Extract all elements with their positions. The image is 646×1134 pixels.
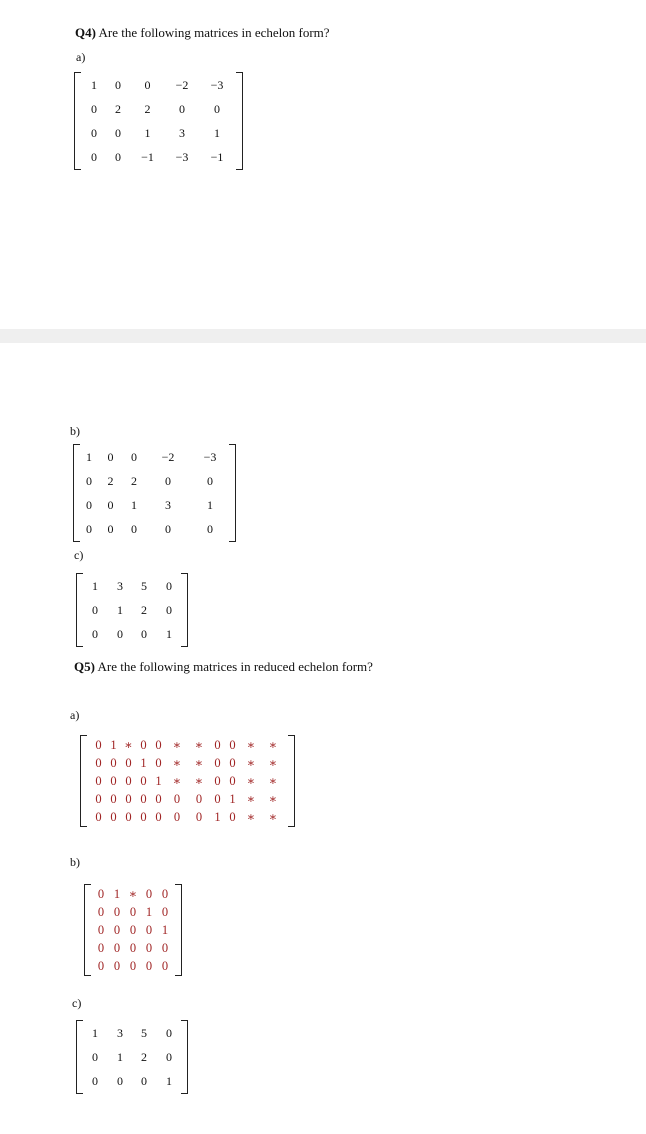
matrix-cell: 0	[115, 78, 121, 92]
q5-part-b-matrix	[84, 884, 182, 976]
matrix-cell: 0	[95, 738, 102, 752]
matrix-cell: 0	[214, 102, 220, 116]
matrix-cell: 0	[195, 810, 203, 824]
q5-part-c-matrix	[76, 1020, 188, 1094]
right-bracket	[181, 1020, 188, 1094]
matrix-cell: 0	[115, 126, 121, 140]
matrix-cell: ∗	[194, 738, 204, 752]
matrix-cell: 0	[140, 774, 147, 788]
q5-number: Q5)	[74, 659, 95, 674]
matrix-cell: 0	[113, 905, 121, 919]
q4-part-a-label: a)	[76, 50, 86, 64]
matrix-cell: 0	[92, 1050, 98, 1064]
matrix-cell: 1	[207, 498, 213, 512]
matrix-cell: 0	[173, 792, 181, 806]
matrix-cell: 0	[97, 905, 105, 919]
matrix-cell: 0	[165, 474, 171, 488]
matrix-cell: 3	[179, 126, 185, 140]
matrix-cell: 0	[145, 959, 153, 973]
matrix-cell: 0	[144, 78, 151, 92]
matrix-cell: 1	[166, 627, 172, 641]
matrix-cell: 0	[214, 792, 221, 806]
matrix-cell: 0	[166, 603, 172, 617]
q4-title	[75, 25, 330, 41]
matrix-cell: 0	[91, 126, 97, 140]
matrix-cell: 0	[155, 756, 162, 770]
matrix-cell: 0	[97, 941, 105, 955]
matrix-cell: 0	[129, 941, 137, 955]
q4-part-b-label: b)	[70, 424, 80, 438]
matrix-cell: 2	[115, 102, 121, 116]
matrix-cell: −3	[210, 78, 224, 92]
matrix-cell: 1	[92, 579, 98, 593]
matrix-cell: 0	[97, 887, 105, 901]
matrix-cell: 0	[140, 738, 147, 752]
matrix-cell: 1	[161, 923, 169, 937]
matrix-cell: 0	[141, 627, 147, 641]
matrix-cell: 1	[110, 738, 117, 752]
matrix-cell: 0	[129, 923, 137, 937]
matrix-cell: 1	[145, 905, 153, 919]
matrix-cell: ∗	[194, 774, 204, 788]
matrix-cell: ∗	[172, 774, 182, 788]
matrix-cell: 0	[155, 810, 162, 824]
matrix-cell: 0	[97, 959, 105, 973]
matrix-cell: ∗	[268, 774, 278, 788]
matrix-cell: 0	[110, 774, 117, 788]
matrix-cell: 0	[141, 1074, 147, 1088]
q5-part-b-label: b)	[70, 855, 80, 869]
matrix-cell: 1	[92, 1026, 98, 1040]
matrix-cell: 2	[144, 102, 151, 116]
matrix-cell: 0	[166, 1050, 172, 1064]
matrix-cell: 0	[129, 959, 137, 973]
matrix-cell: 0	[125, 792, 132, 806]
matrix-cell: 0	[229, 756, 236, 770]
matrix-cell: −2	[161, 450, 175, 464]
matrix-cell: 0	[214, 756, 221, 770]
matrix-cell: 0	[115, 150, 121, 164]
matrix-cell: 0	[125, 774, 132, 788]
matrix-cell: 3	[165, 498, 171, 512]
matrix-cell: 0	[145, 923, 153, 937]
matrix-cell: ∗	[172, 756, 182, 770]
matrix-cell: 0	[161, 959, 169, 973]
matrix-cell: 0	[155, 738, 162, 752]
matrix-cell: −2	[175, 78, 189, 92]
matrix-cell: 0	[107, 498, 114, 512]
matrix-cell: 1	[91, 78, 97, 92]
matrix-cell: 1	[140, 756, 147, 770]
q5-part-a-matrix	[80, 735, 295, 827]
matrix-cell: 0	[110, 810, 117, 824]
left-bracket	[74, 72, 81, 170]
matrix-cell: ∗	[246, 774, 256, 788]
matrix-cell: 0	[131, 450, 137, 464]
matrix-cell: 0	[166, 1026, 172, 1040]
matrix-cell: 0	[229, 810, 236, 824]
matrix-cell: 1	[117, 1050, 123, 1064]
matrix-cell: 0	[113, 941, 121, 955]
q5-part-a-label: a)	[70, 708, 80, 722]
matrix-cell: 0	[117, 627, 123, 641]
matrix-cell: 0	[145, 887, 153, 901]
matrix-cell: 0	[229, 774, 236, 788]
matrix-cell: ∗	[268, 792, 278, 806]
matrix-cell: 0	[95, 756, 102, 770]
matrix-cell: 0	[229, 738, 236, 752]
right-bracket	[175, 884, 182, 976]
matrix-cell: 1	[229, 792, 236, 806]
q4-number: Q4)	[75, 25, 96, 40]
matrix-cell: 0	[113, 923, 121, 937]
matrix-cell: ∗	[194, 756, 204, 770]
q5-part-c-label: c)	[72, 996, 82, 1010]
matrix-cell: 0	[207, 522, 213, 536]
matrix-cell: −1	[210, 150, 224, 164]
matrix-cell: 0	[214, 738, 221, 752]
matrix-cell: ∗	[246, 792, 256, 806]
matrix-cell: 0	[131, 522, 137, 536]
matrix-cell: 1	[86, 450, 92, 464]
matrix-cell: 0	[129, 905, 137, 919]
matrix-cell: 0	[110, 792, 117, 806]
matrix-cell: ∗	[268, 738, 278, 752]
matrix-cell: ∗	[268, 756, 278, 770]
matrix-cell: 0	[107, 522, 114, 536]
right-bracket	[236, 72, 243, 170]
left-bracket	[84, 884, 91, 976]
matrix-cell: −3	[175, 150, 189, 164]
q4-part-c-matrix	[76, 573, 188, 647]
matrix-cell: 0	[125, 756, 132, 770]
matrix-cell: 2	[141, 603, 147, 617]
matrix-cell: 0	[155, 792, 162, 806]
matrix-cell: 0	[165, 522, 171, 536]
matrix-cell: ∗	[246, 756, 256, 770]
matrix-cell: 0	[92, 603, 98, 617]
matrix-cell: 0	[95, 792, 102, 806]
matrix-cell: 0	[140, 810, 147, 824]
matrix-cell: 0	[86, 522, 92, 536]
matrix-cell: 0	[92, 627, 98, 641]
matrix-cell: ∗	[172, 738, 182, 752]
matrix-cell: 2	[131, 474, 137, 488]
matrix-cell: −1	[141, 150, 154, 164]
matrix-cell: 1	[131, 498, 137, 512]
matrix-cell: 0	[91, 102, 97, 116]
matrix-cell: −3	[203, 450, 217, 464]
matrix-cell: 1	[113, 887, 121, 901]
matrix-cell: 0	[86, 474, 92, 488]
matrix-cell: 0	[125, 810, 132, 824]
matrix-cell: 1	[144, 126, 151, 140]
matrix-cell: 0	[161, 905, 169, 919]
q4-part-b-matrix	[73, 444, 236, 542]
matrix-cell: ∗	[246, 738, 256, 752]
matrix-cell: 0	[173, 810, 181, 824]
matrix-cell: 2	[141, 1050, 147, 1064]
matrix-cell: 0	[95, 810, 102, 824]
matrix-cell: 1	[214, 810, 221, 824]
right-bracket	[288, 735, 295, 827]
matrix-cell: ∗	[124, 738, 133, 752]
matrix-cell: 3	[117, 1026, 123, 1040]
matrix-cell: 0	[166, 579, 172, 593]
q5-text: Are the following matrices in reduced echelon form?	[97, 659, 373, 674]
matrix-cell: 1	[214, 126, 220, 140]
q4-text: Are the following matrices in echelon form?	[98, 25, 330, 40]
matrix-cell: 1	[117, 603, 123, 617]
matrix-cell: ∗	[246, 810, 256, 824]
matrix-cell: 0	[110, 756, 117, 770]
matrix-cell: 0	[214, 774, 221, 788]
matrix-cell: 5	[141, 579, 147, 593]
matrix-cell: 0	[107, 450, 114, 464]
q5-title	[74, 659, 373, 675]
page-divider	[0, 329, 646, 343]
matrix-cell: 0	[95, 774, 102, 788]
matrix-cell: 0	[117, 1074, 123, 1088]
matrix-cell: 0	[86, 498, 92, 512]
q4-part-c-label: c)	[74, 548, 84, 562]
matrix-cell: ∗	[128, 887, 138, 901]
matrix-cell: 0	[161, 887, 169, 901]
matrix-cell: 0	[91, 150, 97, 164]
matrix-cell: 1	[166, 1074, 172, 1088]
right-bracket	[181, 573, 188, 647]
matrix-cell: 0	[179, 102, 185, 116]
matrix-cell: 0	[195, 792, 203, 806]
left-bracket	[80, 735, 87, 827]
matrix-cell: 0	[145, 941, 153, 955]
matrix-cell: 0	[140, 792, 147, 806]
matrix-cell: 5	[141, 1026, 147, 1040]
right-bracket	[229, 444, 236, 542]
q4-part-a-matrix	[74, 72, 243, 170]
matrix-cell: 2	[107, 474, 114, 488]
matrix-cell: 3	[117, 579, 123, 593]
matrix-cell: 0	[113, 959, 121, 973]
matrix-cell: 0	[207, 474, 213, 488]
matrix-cell: 0	[92, 1074, 98, 1088]
matrix-cell: ∗	[268, 810, 278, 824]
matrix-cell: 0	[97, 923, 105, 937]
matrix-cell: 0	[161, 941, 169, 955]
matrix-cell: 1	[155, 774, 162, 788]
